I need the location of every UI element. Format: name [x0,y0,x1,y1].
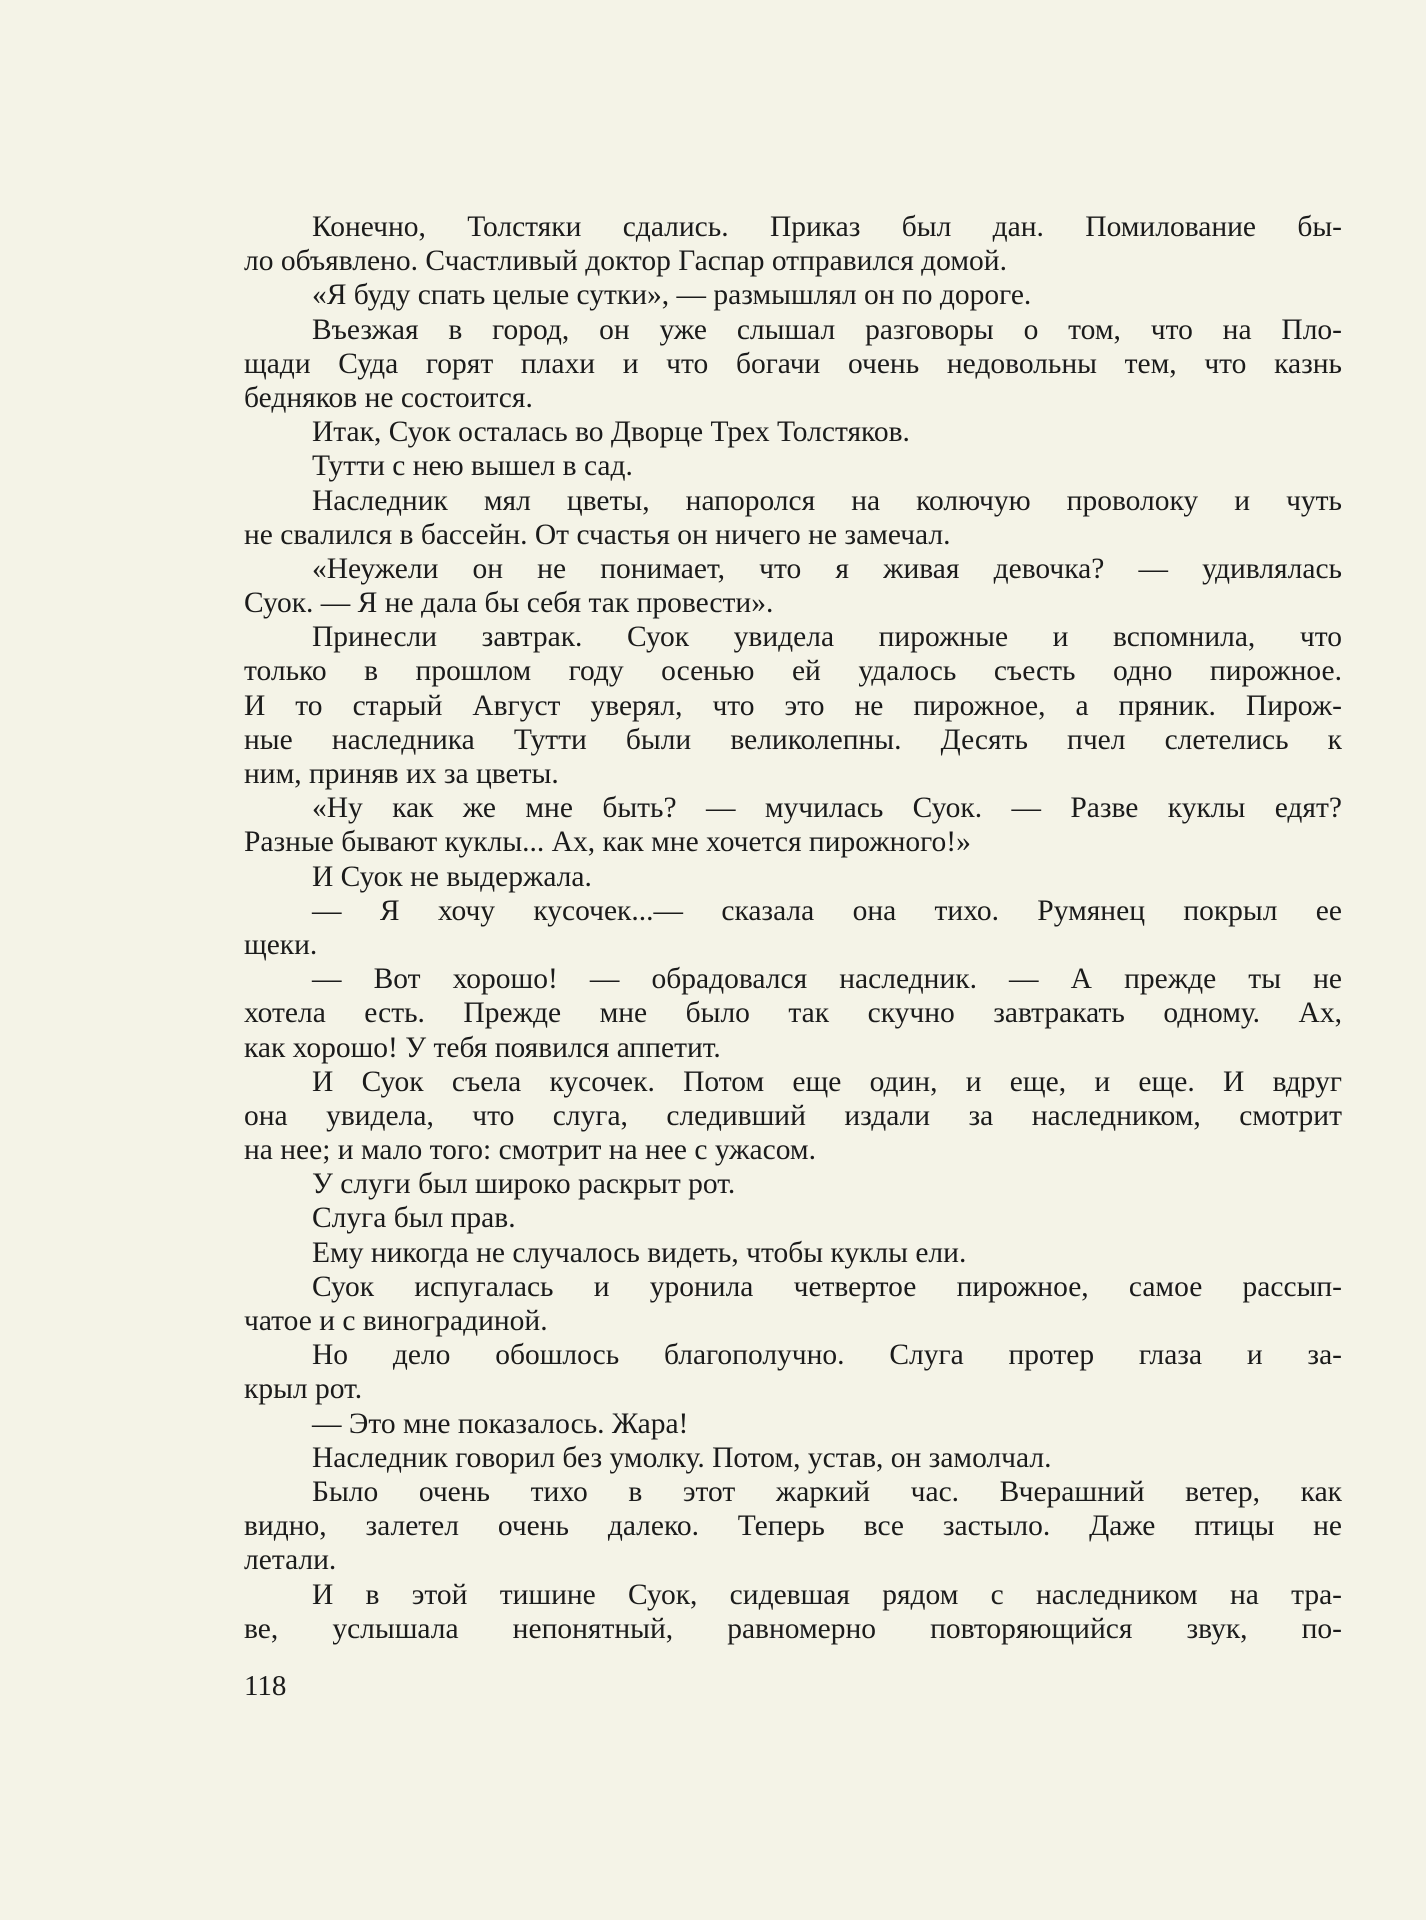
text-line: на нее; и мало того: смотрит на нее с ужасом. [244,1134,816,1167]
text-line: Наследник мял цветы, напоролся на колючую проволоку и чуть [312,484,1342,517]
text-line: видно, залетел очень далеко. Теперь все застыло. Даже птицы не [244,1510,1342,1543]
paragraph [244,1270,1342,1338]
text-line: щеки. [244,928,318,961]
paragraph [244,860,1342,894]
paragraph [244,1236,1342,1270]
text-line: Наследник говорил без умолку. Потом, устав, он замолчал. [312,1441,1052,1474]
text-line: «Ну как же мне быть? — мучилась Суок. — Разве куклы едят? [312,792,1342,825]
text-line: ним, приняв их за цветы. [244,758,559,790]
text-line: летали. [244,1544,337,1577]
text-line: она увидела, что слуга, следивший издали за наследником, смотрит [244,1099,1342,1132]
text-line: — Вот хорошо! — обрадовался наследник. — А прежде ты не [312,963,1342,996]
paragraph [244,620,1342,791]
paragraph [244,552,1342,620]
text-line: Итак, Суок осталась во Дворце Трех Толстяков. [312,416,910,449]
text-line: Но дело обошлось благополучно. Слуга протер глаза и за- [312,1339,1342,1372]
text-line: «Я буду спать целые сутки», — размышлял он по дороге. [312,279,1032,312]
paragraph [244,1407,1342,1441]
text-line: — Это мне показалось. Жара! [312,1407,689,1440]
text-line: И Суок не выдержала. [312,860,592,893]
paragraph [244,962,1342,1065]
paragraph [244,791,1342,859]
text-line: И то старый Август уверял, что это не пирожное, а пряник. Пирож- [244,689,1342,722]
text-line: Суок испугалась и уронила четвертое пирожное, самое рассып- [312,1270,1342,1303]
text-line: бедняков не состоится. [244,381,533,414]
text-line: Разные бывают куклы... Ах, как мне хочется пирожного!» [244,826,971,859]
text-line: Ему никогда не случалось видеть, чтобы куклы ели. [312,1236,967,1269]
paragraph [244,210,1342,278]
text-line: Слуга был прав. [312,1202,516,1235]
text-line: ло объявлено. Счастливый доктор Гаспар отправился домой. [244,245,1007,278]
text-line: Конечно, Толстяки сдались. Приказ был дан. Помилование бы- [312,211,1342,243]
text-line: только в прошлом году осенью ей удалось съесть одно пирожное. [244,655,1342,688]
paragraph [244,415,1342,449]
text-line: щади Суда горят плахи и что богачи очень недовольны тем, что казнь [244,347,1342,380]
paragraph [244,1475,1342,1578]
paragraph [244,1167,1342,1201]
paragraph [244,1065,1342,1168]
text-line: ные наследника Тутти были великолепны. Десять пчел слетелись к [244,723,1342,756]
paragraph [244,313,1342,416]
text-line: — Я хочу кусочек...— сказала она тихо. Румянец покрыл ее [312,894,1342,927]
text-line: крыл рот. [244,1373,363,1406]
text-line: Тутти с нею вышел в сад. [312,450,633,483]
paragraph [244,1578,1342,1646]
paragraph [244,894,1342,962]
text-line: «Неужели он не понимает, что я живая девочка? — удивлялась [312,552,1342,585]
text-line: не свалился в бассейн. От счастья он ничего не замечал. [244,518,951,551]
text-line: Суок. — Я не дала бы себя так провести». [244,587,774,620]
text-line: как хорошо! У тебя появился аппетит. [244,1031,721,1064]
paragraph [244,1338,1342,1406]
text-line: ве, услышала непонятный, равномерно повторяющийся звук, по- [244,1612,1342,1645]
text-line: И Суок съела кусочек. Потом еще один, и еще, и еще. И вдруг [312,1065,1342,1098]
text-line: чатое и с виноградиной. [244,1305,548,1337]
text-line: У слуги был широко раскрыт рот. [312,1168,736,1201]
paragraph [244,449,1342,483]
paragraph [244,1201,1342,1235]
text-line: Было очень тихо в этот жаркий час. Вчерашний ветер, как [312,1475,1342,1508]
body-text [244,210,1342,1646]
paragraph [244,1441,1342,1475]
text-line: Въезжая в город, он уже слышал разговоры о том, что на Пло- [312,313,1342,346]
text-line: хотела есть. Прежде мне было так скучно завтракать одному. Ах, [244,997,1342,1030]
paragraph [244,484,1342,552]
text-line: И в этой тишине Суок, сидевшая рядом с наследником на тра- [312,1578,1342,1611]
paragraph [244,278,1342,312]
page-number: 118 [244,1670,287,1702]
text-line: Принесли завтрак. Суок увидела пирожные и вспомнила, что [312,621,1342,654]
